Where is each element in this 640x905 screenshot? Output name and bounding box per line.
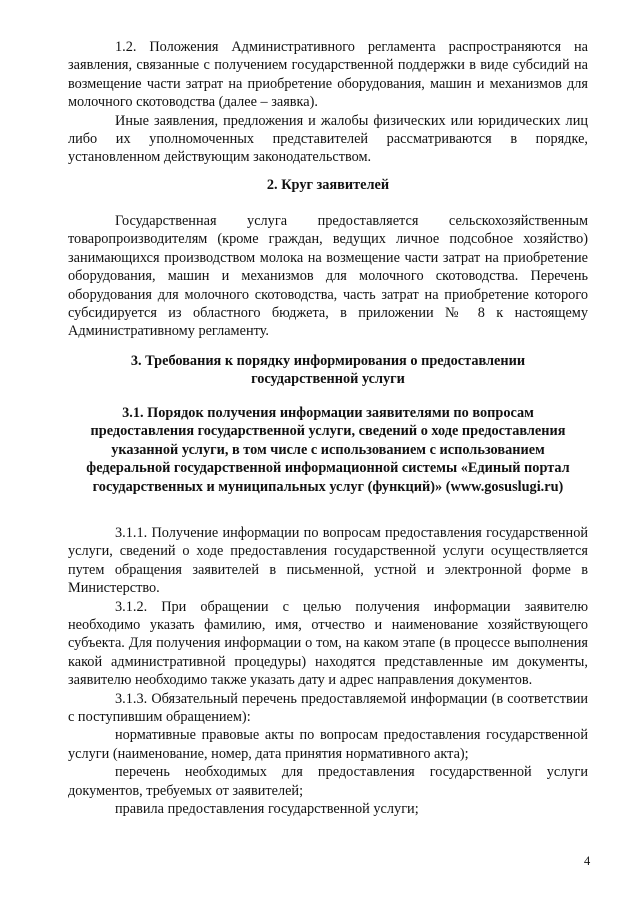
section-2-body	[68, 212, 588, 341]
list-item-regulatory-acts: нормативные правовые акты по вопросам предоставления государственной услуги (наименование, номер, дата принятия нормативного акта);	[68, 727, 588, 762]
paragraph-other-appeals: Иные заявления, предложения и жалобы физических или юридических лиц либо их уполномоченных представителей рассматриваются в порядке, установленном действующим законодательством.	[68, 112, 588, 166]
list-item-required-documents: перечень необходимых для предоставления государственной услуги документов, требуемых от заявителей;	[68, 764, 588, 799]
section-3	[100, 352, 556, 389]
paragraph-2-applicants: Государственная услуга предоставляется сельскохозяйственным товаропроизводителям (кроме граждан, ведущих личное подсобное хозяйство) занимающихся производством молока на возмещение части затрат на приобретение оборудования, машин и механизмов для молочного скотоводства. Перечень оборудования для молочного скотоводства, часть затрат на приобретение которого субсидируется из областного бюджета, в приложении № 8 к настоящему Административному регламенту.	[68, 213, 588, 340]
paragraph-3-1-1: 3.1.1. Получение информации по вопросам предоставления государственной услуги, сведений о ходе предоставления государственной услуги осуществляется путем обращения заявителей в письменной, устной и электронной форме в Министерство.	[68, 525, 588, 597]
paragraph-3-1-2: 3.1.2. При обращении с целью получения информации заявителю необходимо указать фамилию, имя, отчество и наименование хозяйствующего субъекта. Для получения информации о том, на каком этапе (в процессе выполнения какой административной процедуры) находятся представленные им документы, заявителю необходимо также указать дату и адрес направления документов.	[68, 598, 588, 689]
section-3-1-body	[68, 524, 588, 819]
section-3-1	[76, 404, 580, 496]
heading-section-3-1: 3.1. Порядок получения информации заявителями по вопросам предоставления государственной услуги, сведений о ходе предоставления указанной услуги, в том числе с использованием с использованием федеральной государственной информационной системы «Единый портал государственных и муниципальных услуг (функций)» (www.gosuslugi.ru)	[86, 405, 570, 495]
paragraph-3-1-3: 3.1.3. Обязательный перечень предоставляемой информации (в соответствии с поступившим обращением):	[68, 690, 588, 726]
section-2	[68, 176, 588, 194]
heading-section-2: 2. Круг заявителей	[266, 177, 390, 193]
page-number: 4	[584, 854, 591, 868]
list-item-service-rules: правила предоставления государственной услуги;	[115, 801, 419, 818]
section-1-2	[68, 38, 588, 167]
heading-section-3: 3. Требования к порядку информирования о предоставлении государственной услуги	[130, 353, 526, 388]
paragraph-1-2: 1.2. Положения Административного регламента распространяются на заявления, связанные с получением государственной поддержки в виде субсидий на возмещение части затрат на приобретение оборудования, машин и механизмов для молочного скотоводства (далее – заявка).	[68, 39, 588, 111]
